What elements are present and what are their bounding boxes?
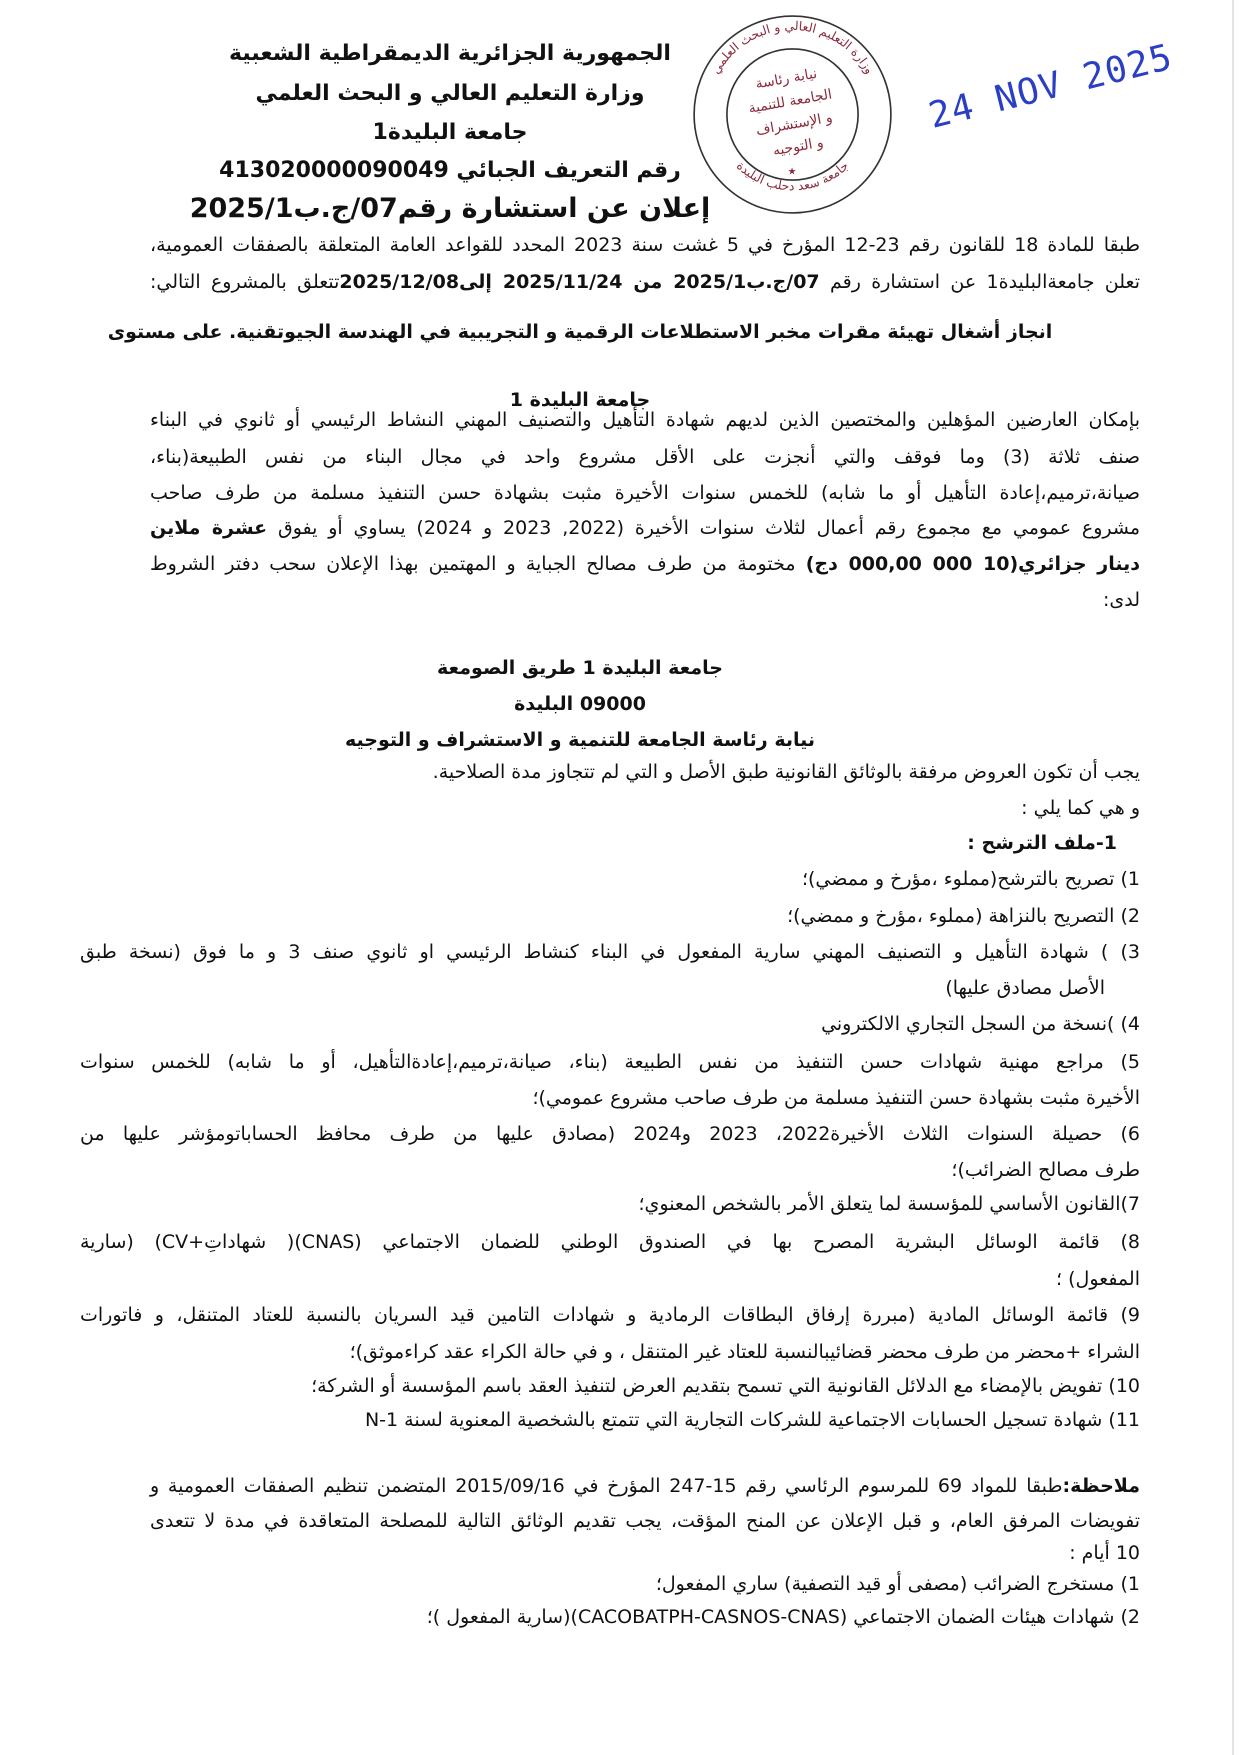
text-line <box>150 406 1140 434</box>
stamp-star-icon: ★ <box>787 166 797 178</box>
stamp-inner-ring <box>727 49 858 180</box>
text-segment: 2) شهادات هيئات الضمان الاجتماعي (CACOBATPH-CASNOS-CNAS)(سارية المفعول )؛ <box>426 1606 1140 1628</box>
text-line <box>80 1228 1140 1256</box>
text-line <box>365 1406 1140 1434</box>
text-line <box>150 479 1140 507</box>
text-segment: لدى: <box>1102 589 1140 611</box>
text-segment: طبقا للمادة 18 للقانون رقم 23-12 المؤرخ في 5 غشت سنة 2023 المحدد للقواعد العامة المتعلقة بالصفقات العمومية، <box>150 234 1140 256</box>
date-stamp: 24 NOV 2025 <box>924 36 1177 137</box>
text-segment: 1) تصريح بالترشح(مملوء ،مؤرخ و ممضي)؛ <box>801 868 1140 890</box>
text-segment: 4) )نسخة من السجل التجاري الالكتروني <box>821 1013 1140 1035</box>
text-line <box>150 231 1140 259</box>
official-stamp <box>690 12 895 217</box>
text-segment: الأصل مصادق عليها) <box>945 977 1105 999</box>
text-line <box>150 514 1140 542</box>
text-line <box>1056 1265 1140 1293</box>
bold-text: 09000 البليدة <box>514 693 646 715</box>
project-title <box>0 318 1160 346</box>
text-line <box>80 1301 1140 1329</box>
text-line <box>433 758 1140 786</box>
header-republic: الجمهورية الجزائرية الديمقراطية الشعبية <box>229 41 671 66</box>
text-line <box>150 1472 1140 1500</box>
bold-text: 07/ج.ب2025/1 من 2025/11/24 إلى2025/12/08 <box>339 271 820 293</box>
text-line <box>80 1048 1140 1076</box>
text-line <box>150 443 1140 471</box>
address-line <box>0 654 1160 682</box>
text-segment: بإمكان العارضين المؤهلين والمختصين الذين لديهم شهادة التأهيل والتصنيف المهني النشاط الرئيسي أو ثانوي في البناء <box>150 409 1140 431</box>
text-line <box>1021 794 1140 822</box>
text-line <box>350 1338 1140 1366</box>
text-segment: صنف ثلاثة (3) وما فوقف والتي أنجزت على الأقل مشروع واحد في مجال البناء من نفس الطبيعة(بناء، <box>150 446 1140 468</box>
text-segment: مختومة من طرف مصالح الجباية و المهتمين بهذا الإعلان سحب دفتر الشروط <box>150 553 806 575</box>
header-ministry: وزارة التعليم العالي و البحث العلمي <box>255 81 645 106</box>
text-segment: الأخيرة مثبت بشهادة حسن التنفيذ مسلمة من طرف صاحب مشروع عمومي)؛ <box>532 1087 1140 1109</box>
text-line <box>821 1010 1140 1038</box>
stamp-line: و التوجيه <box>771 134 825 160</box>
text-line <box>427 1603 1140 1631</box>
text-segment: و هي كما يلي : <box>1021 797 1140 819</box>
text-segment: يجب أن تكون العروض مرفقة بالوثائق القانونية طبق الأصل و التي لم تتجاوز مدة الصلاحية. <box>432 761 1140 783</box>
text-line <box>1103 586 1140 614</box>
text-line <box>787 902 1140 930</box>
page-edge <box>1232 0 1234 1755</box>
text-segment: 11) شهادة تسجيل الحسابات الاجتماعية للشركات التجارية التي تتمتع بالشخصية المعنوية لسنة N-1 <box>364 1409 1140 1431</box>
text-segment: 7)القانون الأساسي للمؤسسة لما يتعلق الأمر بالشخص المعنوي؛ <box>638 1193 1140 1215</box>
text-line <box>80 1120 1140 1148</box>
text-segment: طبقا للمواد 69 للمرسوم الرئاسي رقم 15-247 المؤرخ في 2015/09/16 المتضمن تنظيم الصفقات العمومية و <box>150 1475 1063 1497</box>
text-line <box>532 1084 1140 1112</box>
stamp-line: نيابة رئاسة <box>754 65 819 93</box>
bold-text: ملاحظة: <box>1062 1475 1140 1497</box>
address-line <box>0 726 1160 754</box>
text-line <box>945 974 1105 1002</box>
text-line <box>150 1507 1140 1535</box>
text-line <box>802 865 1140 893</box>
text-segment: تعلن جامعةالبليدة1 عن استشارة رقم <box>819 271 1140 293</box>
bold-text: جامعة البليدة 1 <box>509 389 651 411</box>
text-segment: 1) مستخرج الضرائب (مصفى أو قيد التصفية) ساري المفعول؛ <box>655 1573 1140 1595</box>
text-segment: صيانة،ترميم،إعادة التأهيل أو ما شابه) للخمس سنوات الأخيرة مثبت بشهادة حسن التنفيذ مسلمة من طرف صاحب <box>150 482 1140 504</box>
text-segment: 8) قائمة الوسائل البشرية المصرح بها في الصندوق الوطني للضمان الاجتماعي (CNAS)( شهاداتِ+CV) (سارية <box>80 1231 1140 1253</box>
text-segment: طرف مصالح الضرائب)؛ <box>951 1159 1140 1181</box>
text-segment: تتعلق بالمشروع التالي: <box>150 271 340 293</box>
text-segment: الشراء +محضر من طرف محضر قضائيبالنسبة للعتاد غير المتنقل ، و في حالة الكراء عقد كراءموثق)؛ <box>349 1341 1140 1363</box>
announcement-title: إعلان عن استشارة رقم07/ج.ب2025/1 <box>189 193 711 224</box>
bold-text: جامعة البليدة 1 طريق الصومعة <box>437 657 723 679</box>
text-segment: 3) ) شهادة التأهيل و التصنيف المهني سارية المفعول في البناء كنشاط الرئيسي او ثانوي صنف 3 و ما فوق (نسخة طبق <box>80 941 1140 963</box>
text-line <box>150 268 1140 296</box>
header-university: جامعة البليدة1 <box>372 120 528 145</box>
text-line <box>967 829 1117 857</box>
text-line <box>656 1570 1140 1598</box>
bold-text: 1-ملف الترشح : <box>967 832 1117 854</box>
text-segment: 10 أيام : <box>1069 1542 1140 1564</box>
bold-text: عشرة ملاين <box>150 517 268 539</box>
text-segment: 6) حصيلة السنوات الثلاث الأخيرة2022، 2023 و2024 (مصادق عليها من طرف محافظ الحساباتومؤشر عليها من <box>80 1123 1140 1145</box>
bold-text: نيابة رئاسة الجامعة للتنمية و الاستشراف و التوجيه <box>344 729 816 751</box>
text-line <box>311 1372 1140 1400</box>
text-line <box>150 550 1140 578</box>
stamp-line: الجامعة للتنمية <box>747 86 834 117</box>
text-segment: 10) تفويض بالإمضاء مع الدلائل القانونية التي تسمح بتقديم العرض لتنفيذ العقد باسم المؤسسة أو الشركة؛ <box>311 1375 1140 1397</box>
text-line <box>80 938 1140 966</box>
stamp-ring-bottom-text: جامعة سعد دحلب البليدة <box>733 158 852 194</box>
stamp-line: و الإستشراف <box>754 109 834 139</box>
text-segment: 5) مراجع مهنية شهادات حسن التنفيذ من نفس الطبيعة (بناء، صيانة،ترميم،إعادةالتأهيل، أو ما شابه) للخمس سنوات <box>80 1051 1140 1073</box>
text-line <box>951 1156 1140 1184</box>
text-segment: 2) التصريح بالنزاهة (مملوء ،مؤرخ و ممضي)؛ <box>787 905 1140 927</box>
text-segment: مشروع عمومي مع مجموع رقم أعمال لثلاث سنوات الأخيرة (2022, 2023 و 2024) يساوي أو يفوق <box>267 517 1140 539</box>
text-segment: المفعول) ؛ <box>1056 1268 1140 1290</box>
address-line <box>0 690 1160 718</box>
text-segment: 9) قائمة الوسائل المادية (مبررة إرفاق البطاقات الرمادية و شهادات التامين قيد السريان بالنسبة للعتاد المتنقل، و فاتورات <box>80 1304 1140 1326</box>
text-line <box>638 1190 1140 1218</box>
bold-text: دينار جزائري(10 000 000,00 دج) <box>805 553 1140 575</box>
bold-text: انجاز أشغال تهيئة مقرات مخبر الاستطلاعات الرقمية و التجريبية في الهندسة الجيوتقنية. على مستوى <box>107 321 1053 343</box>
text-segment: تفويضات المرفق العام، و قبل الإعلان عن المنح المؤقت، يجب تقديم الوثائق التالية للمصلحة المتعاقدة في مدة لا تتعدى <box>150 1510 1140 1532</box>
stamp-ring-top-text: وزارة التعليم العالي و البحث العلمي <box>708 18 877 77</box>
header-tax-id: رقم التعريف الجبائي 413020000090049 <box>219 158 681 183</box>
text-line <box>1069 1539 1140 1567</box>
